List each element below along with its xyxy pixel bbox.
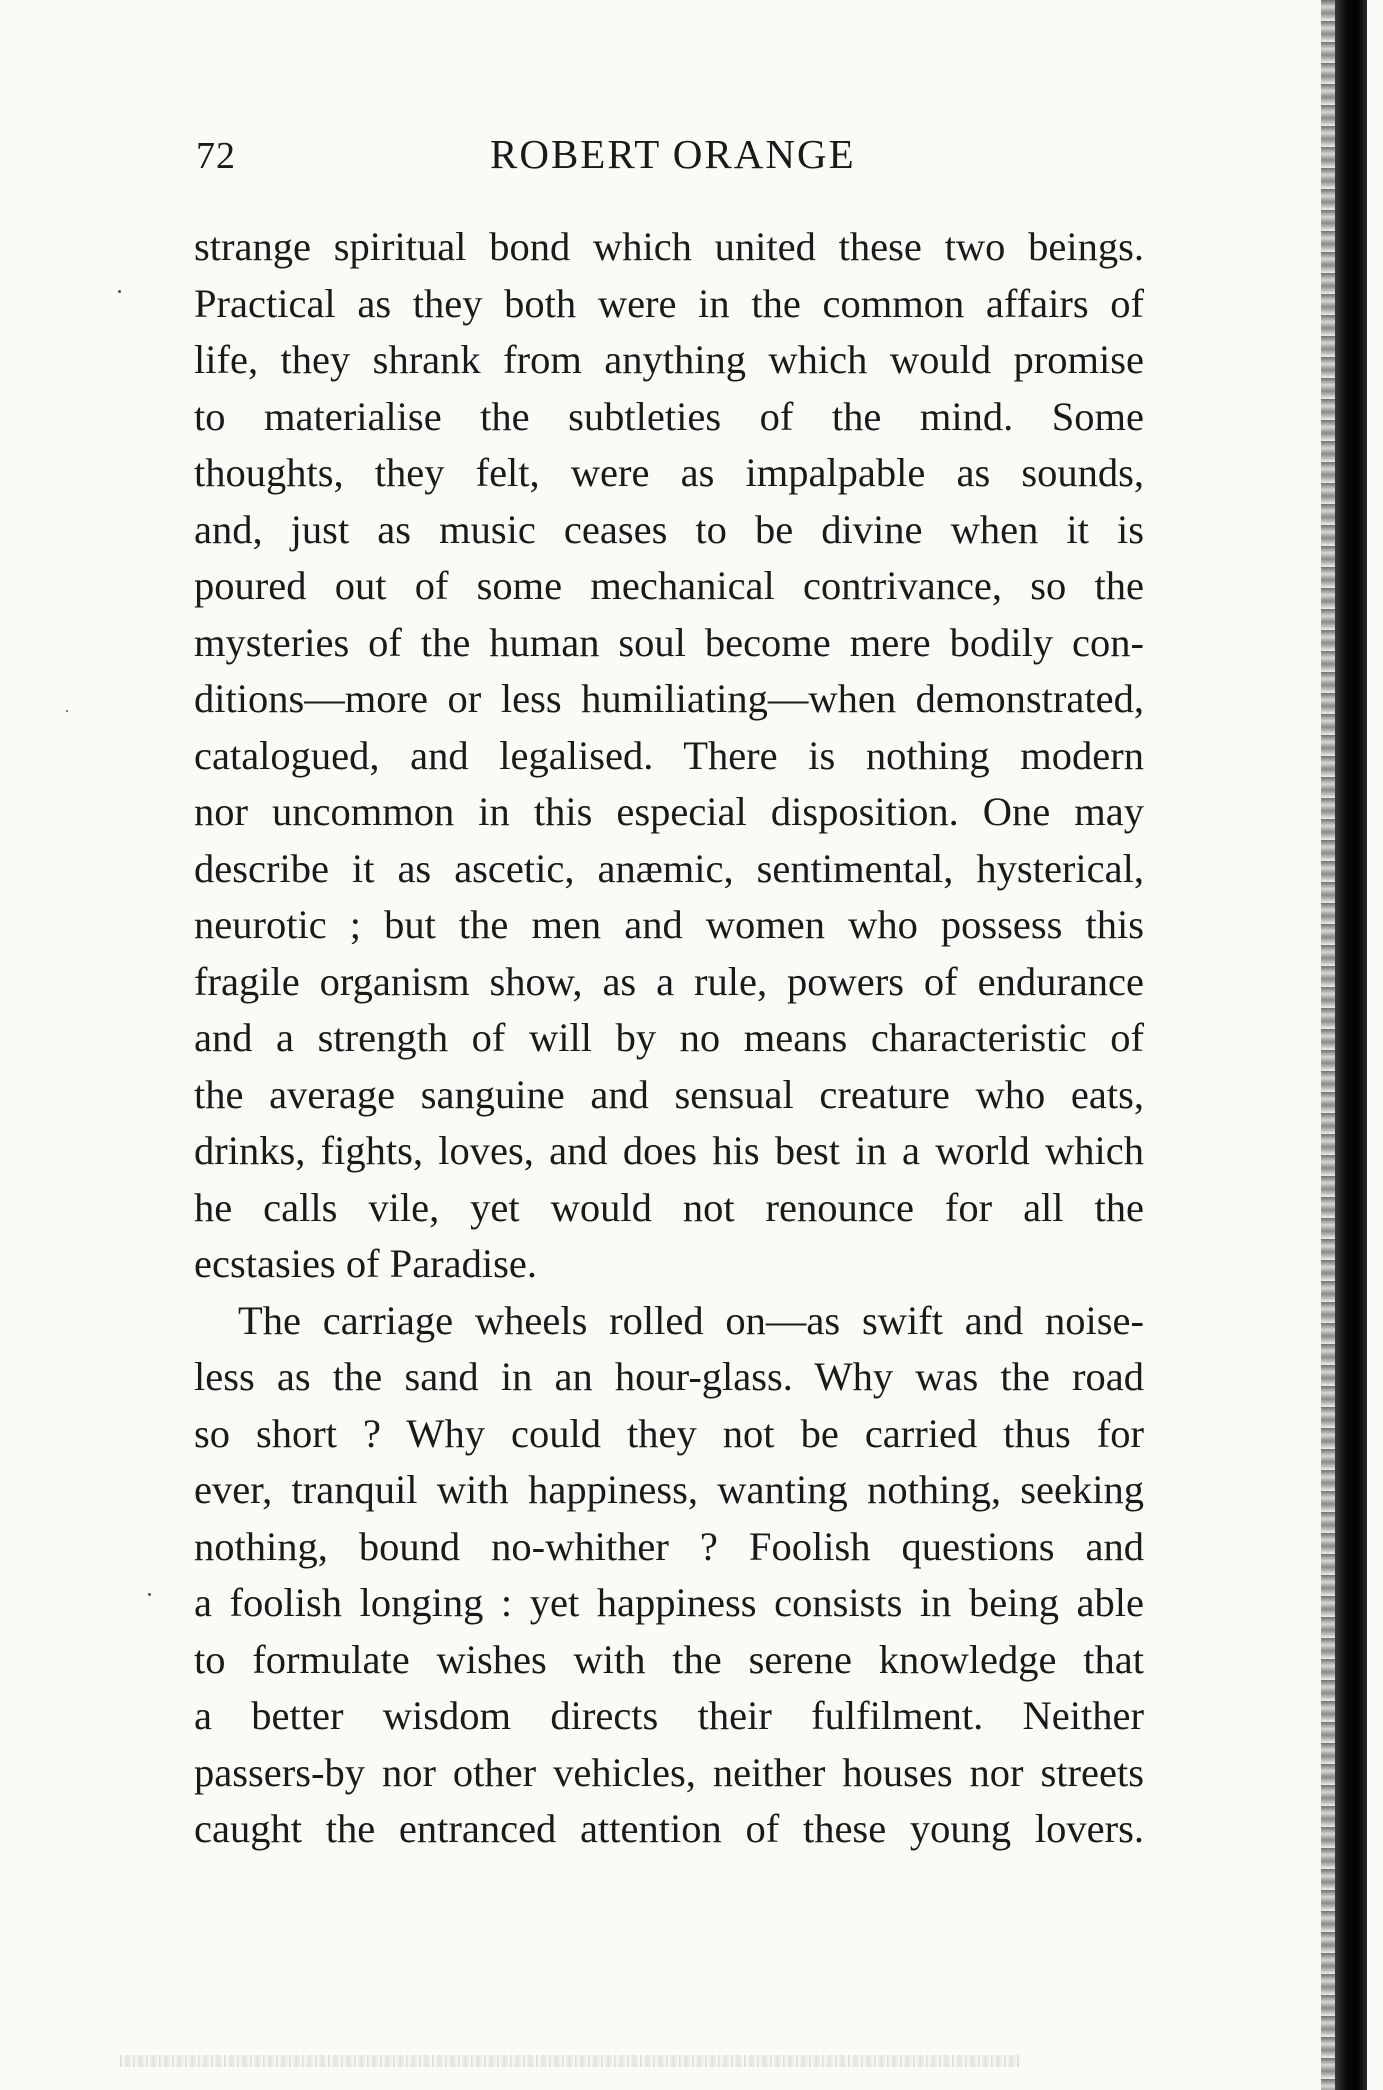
text-line: he calls vile, yet would not renounce for all the <box>194 1184 1144 1230</box>
binding-shadow <box>1313 0 1383 2090</box>
text-line: and, just as music ceases to be divine when it is <box>194 506 1144 552</box>
page-header <box>190 128 1150 188</box>
paragraph-2 <box>194 1293 1144 1858</box>
body-text <box>194 219 1144 1858</box>
text-line: The carriage wheels rolled on—as swift and noise- <box>238 1297 1144 1343</box>
text-line: so short ? Why could they not be carried thus for <box>194 1410 1144 1456</box>
text-line: nor uncommon in this especial disposition. One may <box>194 789 1144 834</box>
text-line: passers-by nor other vehicles, neither houses nor streets <box>194 1749 1144 1795</box>
text-line: strange spiritual bond which united these two beings. <box>194 224 1144 269</box>
text-line: ecstasies of Paradise. <box>194 1241 538 1286</box>
text-line: thoughts, they felt, were as impalpable as sounds, <box>194 450 1144 495</box>
text-line: less as the sand in an hour-glass. Why was the road <box>194 1354 1144 1399</box>
text-line: to materialise the subtleties of the mind. Some <box>194 393 1144 439</box>
binding-bar <box>1335 0 1367 2090</box>
text-line: a better wisdom directs their fulfilment. Neither <box>194 1693 1144 1738</box>
text-line: fragile organism show, as a rule, powers of endurance <box>194 958 1144 1004</box>
paper-speck <box>66 710 68 712</box>
paragraph-1 <box>194 219 1144 1293</box>
page-number: 72 <box>196 135 236 177</box>
text-line: mysteries of the human soul become mere bodily con- <box>194 619 1144 665</box>
text-line: life, they shrank from anything which would promise <box>194 337 1144 382</box>
paper-speck <box>118 290 121 293</box>
text-line: catalogued, and legalised. There is nothing modern <box>194 732 1144 778</box>
text-line: neurotic ; but the men and women who possess this <box>194 902 1144 947</box>
text-line: and a strength of will by no means characteristic of <box>194 1015 1144 1060</box>
text-line: describe it as ascetic, anæmic, sentimental, hysterical, <box>194 845 1144 891</box>
text-line: to formulate wishes with the serene knowledge that <box>194 1636 1144 1682</box>
text-line: nothing, bound no-whither ? Foolish questions and <box>194 1523 1144 1569</box>
text-line: caught the entranced attention of these young lovers. <box>194 1806 1144 1851</box>
text-line: poured out of some mechanical contrivance, so the <box>194 563 1144 608</box>
text-line: ditions—more or less humiliating—when demonstrated, <box>194 676 1144 721</box>
text-line: a foolish longing : yet happiness consists in being able <box>194 1580 1144 1625</box>
scan-noise <box>120 2055 1020 2067</box>
paper-speck <box>148 1593 151 1596</box>
text-line: drinks, fights, loves, and does his best in a world which <box>194 1128 1144 1173</box>
text-line: ever, tranquil with happiness, wanting nothing, seeking <box>194 1467 1144 1512</box>
text-line: Practical as they both were in the common affairs of <box>194 280 1144 326</box>
text-line: the average sanguine and sensual creature who eats, <box>194 1071 1144 1117</box>
running-title: ROBERT ORANGE <box>490 131 856 177</box>
